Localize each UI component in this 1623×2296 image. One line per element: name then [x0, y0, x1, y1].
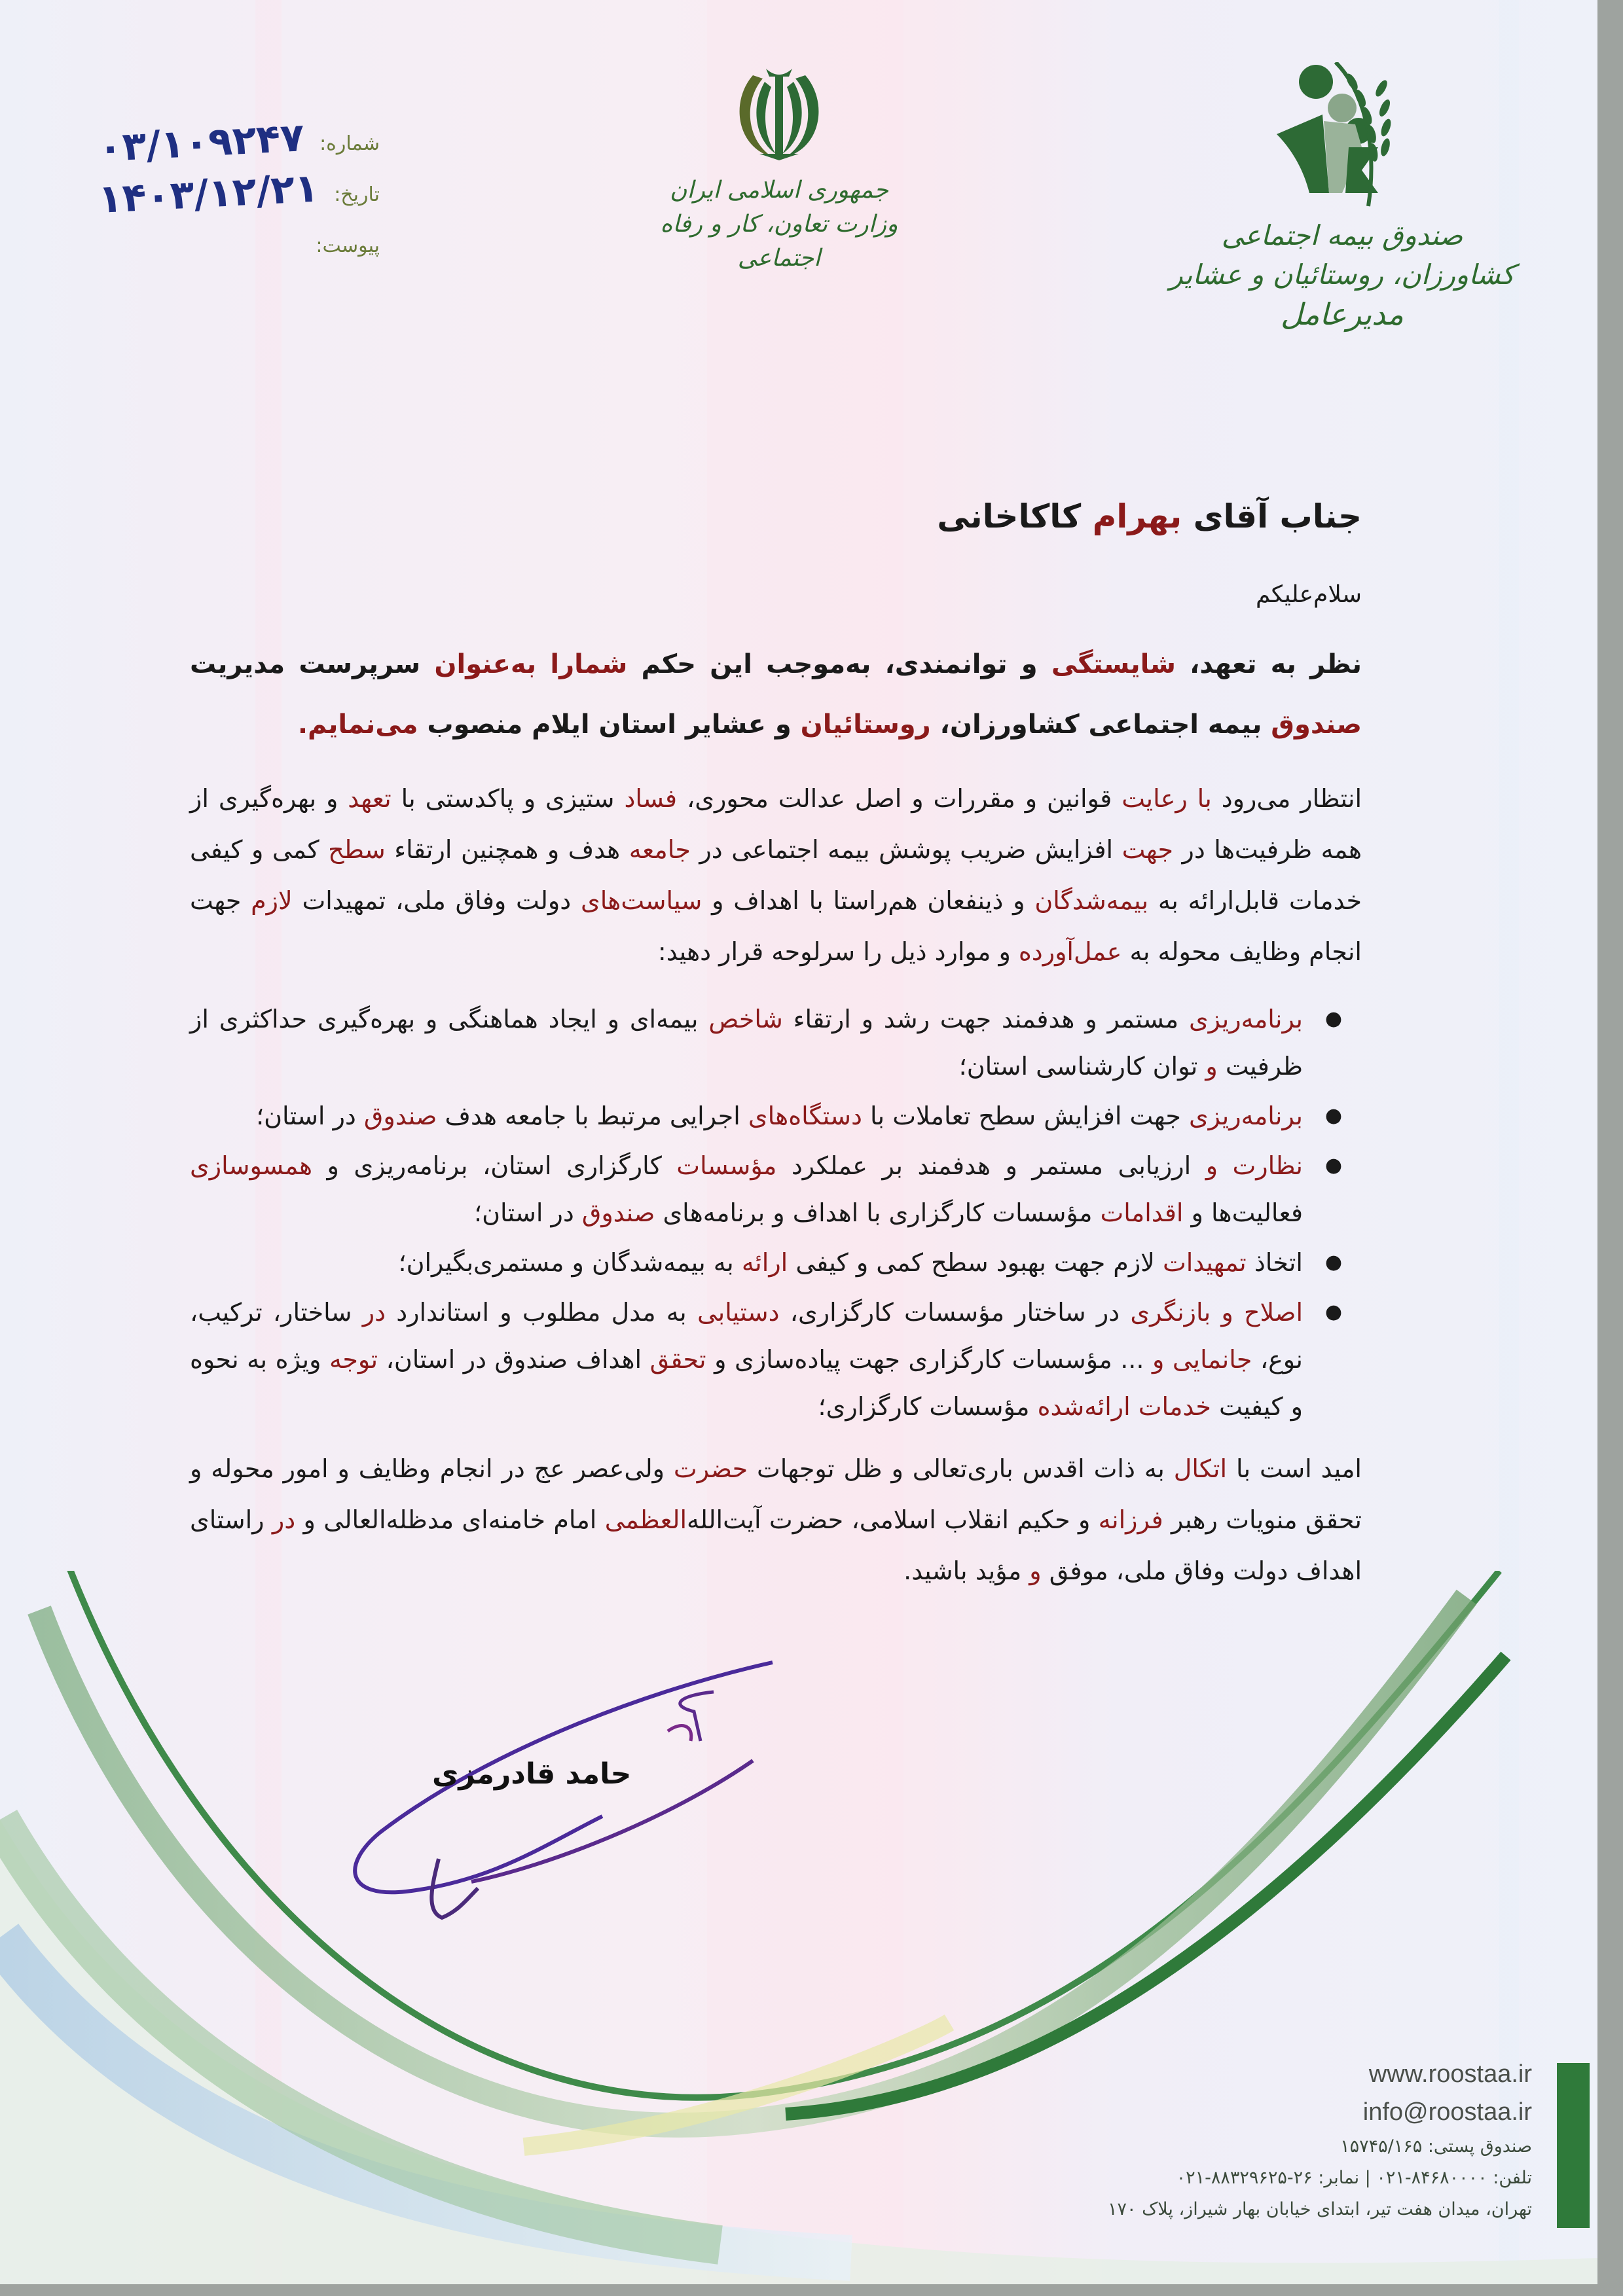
emphasized-text: برنامه‌ریزی: [1188, 1005, 1303, 1033]
attachment-value: [79, 240, 308, 251]
list-item: [190, 1289, 1342, 1430]
emphasized-text: شاخص: [708, 1005, 783, 1033]
fund-logo-icon: [1264, 62, 1427, 219]
footer-contact: [1021, 2055, 1532, 2225]
text-run: لازم جهت بهبود سطح کمی و کیفی: [788, 1248, 1163, 1277]
text-run: اجرایی مرتبط با جامعه هدف: [437, 1102, 748, 1130]
emphasized-text: العظمی: [604, 1505, 687, 1534]
emphasized-text: تحقق: [649, 1345, 706, 1374]
government-name: [629, 173, 930, 276]
emphasized-text: جامعه: [629, 835, 691, 864]
text-run: جهت انجام وظایف محوله به: [190, 886, 1362, 966]
emphasized-text: مؤسسات: [676, 1151, 777, 1180]
number-value: ۰۳/۱۰۹۲۴۷: [97, 115, 306, 171]
emphasized-text: صندوق: [581, 1198, 655, 1227]
emphasized-text: سیاست‌های: [580, 886, 702, 915]
meta-attachment: [79, 220, 380, 271]
emphasized-text: می‌نمایم.: [297, 709, 418, 740]
text-run: مؤسسات کارگزاری با اهداف و برنامه‌های: [655, 1198, 1101, 1227]
list-item: [190, 996, 1342, 1090]
text-run: نظر به تعهد،: [1175, 649, 1362, 679]
expectation-paragraph: [190, 773, 1362, 977]
text-run: کمی و کیفی خدمات قابل‌ارائه به: [190, 835, 1362, 915]
emphasized-text: عمل‌آورده: [1018, 937, 1122, 966]
text-run: ارزیابی مستمر و هدفمند بر عملکرد: [776, 1151, 1206, 1180]
text-run: و توانمندی، به‌موجب این حکم: [627, 649, 1051, 679]
attachment-label: پیوست:: [316, 234, 380, 257]
list-item-text: [190, 1151, 1303, 1227]
text-run: بیمه‌ای و ایجاد هماهنگی و بهره‌گیری حداکثری از ظرفیت: [190, 1005, 1303, 1081]
emphasized-text: برنامه‌ریزی: [1188, 1102, 1303, 1130]
text-run: ساختار، ترکیب، نوع،: [190, 1298, 1304, 1374]
text-run: کارگزاری استان، برنامه‌ریزی و: [312, 1151, 677, 1180]
bullet-icon: ●: [1324, 1154, 1342, 1177]
emphasized-text: اتکال: [1173, 1454, 1228, 1483]
emphasized-text: فساد: [624, 784, 678, 813]
emphasized-text: دستگاه‌های: [748, 1102, 862, 1130]
emphasized-text: اصلاح و بازنگری: [1130, 1298, 1304, 1327]
letter-body: [190, 497, 1362, 1615]
text-run: مستمر و هدفمند جهت رشد و ارتقاء: [782, 1005, 1189, 1033]
text-run: افزایش ضریب پوشش بیمه اجتماعی در: [690, 835, 1122, 864]
emphasized-text: توجه: [329, 1345, 378, 1374]
emphasized-text: دستیابی: [697, 1298, 780, 1327]
date-label: تاریخ:: [334, 183, 380, 206]
list-item-text: [190, 1298, 1303, 1421]
text-run: اهداف صندوق در استان،: [378, 1345, 650, 1374]
fund-name-line1: صندوق بیمه اجتماعی کشاورزان، روستائیان و عشایر: [1169, 219, 1515, 291]
text-run: در استان؛: [473, 1198, 582, 1227]
emphasized-text: شایستگی: [1051, 649, 1176, 679]
fund-name: [1159, 216, 1525, 334]
emphasized-text: جهت: [1122, 835, 1173, 864]
text-run: دولت وفاق ملی، تمهیدات: [292, 886, 581, 915]
text-run: در ساختار مؤسسات کارگزاری،: [779, 1298, 1131, 1327]
signer-name: حامد قادرمزی: [432, 1757, 632, 1791]
text-run: و عشایر استان ایلام منصوب: [418, 709, 801, 740]
text-run: و موارد ذیل را سرلوحه قرار دهید:: [657, 937, 1019, 966]
text-run: ولی‌عصر عج در انجام وظایف و امور محوله و تحقق منویات رهبر: [190, 1454, 1362, 1534]
text-run: انتظار می‌رود: [1211, 784, 1362, 813]
emphasized-text: جانمایی و: [1152, 1345, 1252, 1374]
emphasized-text: همسوسازی: [190, 1151, 313, 1180]
appointment-paragraph: [190, 634, 1362, 755]
emphasized-text: حضرت: [673, 1454, 748, 1483]
duties-list: [190, 996, 1362, 1430]
text-run: مؤسسات کارگزاری؛: [818, 1392, 1038, 1421]
meta-number: [79, 115, 380, 171]
phone-fax: تلفن: ۸۴۶۸۰۰۰۰-۰۲۱ | نمابر: ۲۶-۸۸۳۲۹۶۲۵-۰۲۱: [1176, 2168, 1532, 2188]
emphasized-text: سطح: [328, 835, 386, 864]
letter-meta: [79, 115, 380, 271]
po-box: صندوق پستی: ۱۵۷۴۵/۱۶۵: [1340, 2136, 1532, 2157]
text-run: و بهره‌گیری از همه ظرفیت‌ها در: [190, 784, 1362, 864]
text-run: ستیزی و پاکدستی با: [391, 784, 625, 813]
text-run: توان کارشناسی استان؛: [958, 1052, 1206, 1081]
meta-date: [79, 165, 380, 223]
emphasized-text: بهرام: [1092, 497, 1182, 535]
emphasized-text: تعهد: [348, 784, 392, 813]
text-run: هدف و همچنین ارتقاء: [385, 835, 629, 864]
bullet-icon: ●: [1324, 1251, 1342, 1274]
text-run: جناب آقای: [1182, 497, 1362, 535]
emphasized-text: در: [362, 1298, 386, 1327]
text-run: راستای اهداف دولت وفاق ملی، موفق: [190, 1505, 1362, 1585]
email-link[interactable]: info@roostaa.ir: [1362, 2098, 1532, 2126]
emphasized-text: و: [1205, 1052, 1218, 1081]
emphasized-text: فرزانه: [1098, 1505, 1163, 1534]
address: تهران، میدان هفت تیر، ابتدای خیابان بهار شیراز، پلاک ۱۷۰: [1108, 2199, 1532, 2219]
recipient-title: [190, 497, 1362, 535]
text-run: ... مؤسسات کارگزاری جهت پیاده‌سازی و: [706, 1345, 1152, 1374]
text-run: کاکاخانی: [937, 497, 1093, 535]
greeting: سلام‌علیکم: [1255, 581, 1362, 608]
emphasized-text: بیمه‌شدگان: [1034, 886, 1149, 915]
emphasized-text: در: [272, 1505, 296, 1534]
date-value: ۱۴۰۳/۱۲/۲۱: [97, 165, 320, 223]
emphasized-text: ارائه: [741, 1248, 788, 1277]
text-run: قوانین و مقررات و اصل عدالت محوری،: [677, 784, 1122, 813]
text-run: امید است با: [1227, 1454, 1362, 1483]
emphasized-text: و: [1029, 1556, 1042, 1585]
bullet-icon: ●: [1324, 1007, 1342, 1030]
text-run: و حکیم انقلاب اسلامی، حضرت آیت‌الله‌: [687, 1505, 1099, 1534]
scan-background-edge: [1597, 0, 1623, 2296]
emphasized-text: خدمات ارائه‌شده: [1037, 1392, 1211, 1421]
emphasized-text: لازم: [251, 886, 293, 915]
text-run: امام خامنه‌ای مدظله‌العالی و: [295, 1505, 605, 1534]
text-run: جهت افزایش سطح تعاملات با: [862, 1102, 1189, 1130]
text-run: اتخاذ: [1246, 1248, 1303, 1277]
bullet-icon: ●: [1324, 1300, 1342, 1323]
text-run: سرپرست مدیریت: [190, 649, 435, 679]
text-run: به ذات اقدس باری‌تعالی و ظل توجهات: [748, 1454, 1174, 1483]
emphasized-text: اقدامات: [1100, 1198, 1184, 1227]
text-run: به بیمه‌شدگان و مستمری‌بگیران؛: [398, 1248, 742, 1277]
list-item-text: [399, 1248, 1304, 1277]
text-run: و ذینفعان هم‌راستا با اهداف و: [702, 886, 1035, 915]
list-item-text: [190, 1005, 1303, 1081]
emphasized-text: صندوق: [1271, 709, 1362, 740]
emphasized-text: با رعایت: [1122, 784, 1212, 813]
list-item: [190, 1239, 1342, 1286]
emphasized-text: روستائیان: [800, 709, 931, 740]
emphasized-text: نظارت و: [1205, 1151, 1303, 1180]
footer-accent-bar: [1557, 2063, 1590, 2228]
text-run: ویژه به نحوه و کیفیت: [190, 1345, 1303, 1421]
text-run: به مدل مطلوب و استاندارد: [386, 1298, 697, 1327]
closing-paragraph: [190, 1443, 1362, 1596]
website-link[interactable]: www.roostaa.ir: [1368, 2060, 1532, 2088]
emphasized-text: شمارا به‌عنوان: [434, 649, 628, 679]
list-item: [190, 1142, 1342, 1236]
emphasized-text: صندوق: [363, 1102, 437, 1130]
fund-title-ceo: مدیرعامل: [1281, 296, 1404, 332]
text-run: فعالیت‌ها و: [1183, 1198, 1303, 1227]
text-run: مؤید باشید.: [903, 1556, 1030, 1585]
number-label: شماره:: [319, 132, 380, 155]
gov-line-republic: جمهوری اسلامی ایران: [670, 177, 888, 204]
text-run: بیمه اجتماعی کشاورزان،: [930, 709, 1271, 740]
gov-line-ministry: وزارت تعاون، کار و رفاه اجتماعی: [660, 211, 898, 272]
iran-emblem-icon: [727, 62, 831, 160]
list-item: [190, 1092, 1342, 1139]
bullet-icon: ●: [1324, 1104, 1342, 1127]
text-run: در استان؛: [256, 1102, 364, 1130]
emphasized-text: تمهیدات: [1162, 1248, 1247, 1277]
list-item-text: [256, 1102, 1303, 1130]
